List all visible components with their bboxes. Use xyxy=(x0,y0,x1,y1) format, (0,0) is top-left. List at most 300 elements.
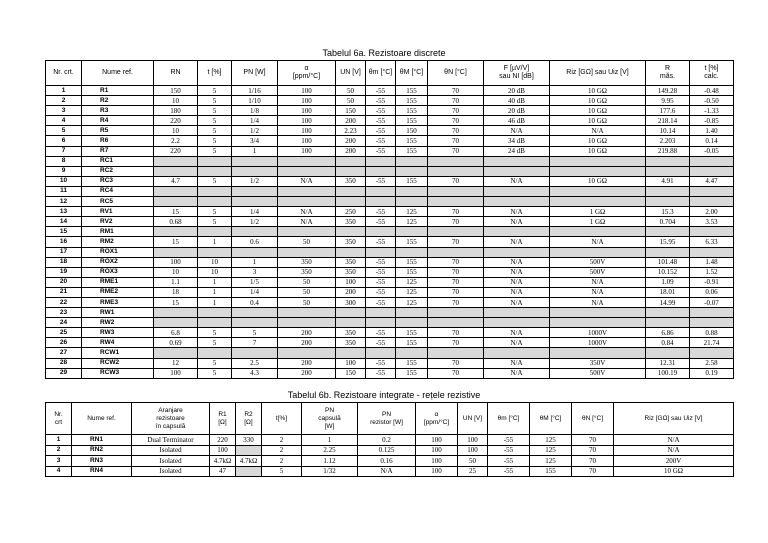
table-6a-row xyxy=(46,277,734,287)
reference-name: RM1 xyxy=(82,227,154,237)
table-6a-row xyxy=(46,237,734,247)
table-cell xyxy=(336,227,366,237)
table-cell: 5 xyxy=(198,368,232,378)
table-cell xyxy=(232,227,278,237)
table-cell: 100 xyxy=(458,435,488,446)
reference-name: RCW1 xyxy=(82,348,154,358)
table-cell: N/A xyxy=(484,207,550,217)
row-number: 1 xyxy=(46,435,72,446)
table-cell xyxy=(336,156,366,166)
table-cell xyxy=(278,308,336,318)
table-cell: 10 xyxy=(154,267,198,277)
table-cell: 1/16 xyxy=(232,86,278,96)
table-cell: -55 xyxy=(366,267,396,277)
table-cell xyxy=(690,197,734,207)
table-cell: 10 GΩ xyxy=(550,136,646,146)
table-cell: -55 xyxy=(366,297,396,307)
table-cell: 220 xyxy=(154,146,198,156)
table-cell xyxy=(278,197,336,207)
table-cell: -55 xyxy=(366,106,396,116)
table-cell: 125 xyxy=(530,445,572,456)
table-6a-row xyxy=(46,257,734,267)
table-cell: N/A xyxy=(614,445,734,456)
table-cell: 0.84 xyxy=(646,338,690,348)
table-cell: 1/8 xyxy=(232,106,278,116)
table-cell xyxy=(154,247,198,257)
table-cell: -55 xyxy=(366,257,396,267)
table-cell: N/A xyxy=(484,328,550,338)
reference-name: RN3 xyxy=(72,456,132,467)
table-cell: N/A xyxy=(484,237,550,247)
table-cell: 1/32 xyxy=(302,466,358,477)
table-cell: 1 xyxy=(302,435,358,446)
table-cell: 10 GΩ xyxy=(614,466,734,477)
table-cell: 350 xyxy=(336,257,366,267)
table-cell: 155 xyxy=(396,267,428,277)
table-cell: 50 xyxy=(336,96,366,106)
table-cell: 155 xyxy=(396,96,428,106)
table-6a-row xyxy=(46,267,734,277)
table-cell: N/A xyxy=(550,237,646,247)
table-6b-header-cell: Aranjare rezistoare în capsulă xyxy=(132,403,210,435)
table-cell: 5 xyxy=(198,358,232,368)
table-cell: 1.52 xyxy=(690,267,734,277)
table-cell xyxy=(484,156,550,166)
table-cell xyxy=(154,318,198,328)
row-number: 11 xyxy=(46,186,82,196)
table-cell: 0.14 xyxy=(690,136,734,146)
reference-name: RV2 xyxy=(82,217,154,227)
table-cell: -55 xyxy=(366,287,396,297)
table-cell xyxy=(366,247,396,257)
table-cell xyxy=(550,166,646,176)
row-number: 24 xyxy=(46,318,82,328)
table-cell: 5 xyxy=(198,146,232,156)
table-cell: 70 xyxy=(572,435,614,446)
table-cell xyxy=(154,156,198,166)
table-cell: 1 GΩ xyxy=(550,217,646,227)
table-cell xyxy=(690,166,734,176)
reference-name: R5 xyxy=(82,126,154,136)
row-number: 21 xyxy=(46,287,82,297)
table-6b-caption: Tabelul 6b. Rezistoare integrate - rețele rezistive xyxy=(287,390,481,400)
table-cell: 100.19 xyxy=(646,368,690,378)
table-cell xyxy=(646,318,690,328)
table-cell: 155 xyxy=(396,338,428,348)
table-cell xyxy=(198,348,232,358)
table-cell: 350V xyxy=(550,358,646,368)
table-cell: 155 xyxy=(396,176,428,186)
reference-name: RW3 xyxy=(82,328,154,338)
table-cell: 149.28 xyxy=(646,86,690,96)
table-cell xyxy=(232,348,278,358)
table-cell: 0.16 xyxy=(358,456,416,467)
table-6a-row xyxy=(46,247,734,257)
reference-name: RV1 xyxy=(82,207,154,217)
table-cell: 155 xyxy=(396,368,428,378)
table-cell xyxy=(550,348,646,358)
table-cell: 70 xyxy=(428,338,484,348)
table-cell: 34 dB xyxy=(484,136,550,146)
table-cell: 125 xyxy=(396,277,428,287)
table-cell: 0.68 xyxy=(154,217,198,227)
table-cell: 155 xyxy=(530,466,572,477)
table-6b-row xyxy=(46,456,734,467)
table-cell xyxy=(278,156,336,166)
reference-name: RW2 xyxy=(82,318,154,328)
table-6a-row xyxy=(46,176,734,186)
table-cell: N/A xyxy=(358,466,416,477)
table-cell: 100 xyxy=(416,435,458,446)
table-cell xyxy=(366,227,396,237)
table-cell xyxy=(336,197,366,207)
table-cell: 150 xyxy=(396,126,428,136)
row-number: 8 xyxy=(46,156,82,166)
table-cell: 0.4 xyxy=(232,297,278,307)
table-cell: 125 xyxy=(396,207,428,217)
table-cell: 5 xyxy=(198,207,232,217)
table-cell xyxy=(690,186,734,196)
table-cell xyxy=(646,348,690,358)
table-cell: 0.69 xyxy=(154,338,198,348)
table-cell: 1 GΩ xyxy=(550,207,646,217)
table-cell: -55 xyxy=(366,116,396,126)
reference-name: R7 xyxy=(82,146,154,156)
table-cell: 40 dB xyxy=(484,96,550,106)
row-number: 27 xyxy=(46,348,82,358)
row-number: 3 xyxy=(46,106,82,116)
row-number: 2 xyxy=(46,445,72,456)
table-cell: 1 xyxy=(232,146,278,156)
table-cell: 2.25 xyxy=(302,445,358,456)
table-cell: 350 xyxy=(336,338,366,348)
table-cell: 100 xyxy=(278,116,336,126)
table-cell: 70 xyxy=(428,86,484,96)
table-cell: 1/10 xyxy=(232,96,278,106)
table-cell: 9.95 xyxy=(646,96,690,106)
table-cell xyxy=(690,318,734,328)
row-number: 4 xyxy=(46,116,82,126)
table-cell xyxy=(396,186,428,196)
table-6b-header-cell: θN [°C] xyxy=(572,403,614,435)
table-6a-row xyxy=(46,217,734,227)
table-cell xyxy=(646,227,690,237)
table-cell xyxy=(550,227,646,237)
table-cell: 15.3 xyxy=(646,207,690,217)
table-cell: 70 xyxy=(428,267,484,277)
table-cell xyxy=(336,348,366,358)
table-6b-header-cell: θM [°C] xyxy=(530,403,572,435)
table-cell: N/A xyxy=(484,297,550,307)
table-cell: 100 xyxy=(416,445,458,456)
table-cell xyxy=(366,348,396,358)
table-6a-row xyxy=(46,207,734,217)
table-cell xyxy=(550,318,646,328)
table-cell: 200V xyxy=(614,456,734,467)
table-6a-discrete-resistors xyxy=(45,60,734,379)
table-cell xyxy=(236,445,262,456)
table-cell xyxy=(366,197,396,207)
table-6a-row xyxy=(46,166,734,176)
table-cell: 218.14 xyxy=(646,116,690,126)
table-cell xyxy=(690,348,734,358)
table-6a-header-cell: t [%] calc. xyxy=(690,61,734,86)
table-cell xyxy=(484,197,550,207)
table-cell: -55 xyxy=(366,368,396,378)
table-cell: 1 xyxy=(198,237,232,247)
table-cell: 1 xyxy=(232,257,278,267)
table-cell: 70 xyxy=(428,257,484,267)
table-cell: 155 xyxy=(396,86,428,96)
table-cell: 10 GΩ xyxy=(550,106,646,116)
table-cell: 10 GΩ xyxy=(550,176,646,186)
table-cell: 10 xyxy=(154,126,198,136)
table-cell: 1/4 xyxy=(232,116,278,126)
table-cell: 500V xyxy=(550,257,646,267)
table-cell xyxy=(198,227,232,237)
row-number: 25 xyxy=(46,328,82,338)
table-cell: 4.7kΩ xyxy=(210,456,236,467)
table-cell: 125 xyxy=(530,456,572,467)
table-cell xyxy=(396,348,428,358)
table-cell: 2.58 xyxy=(690,358,734,368)
table-6a-row xyxy=(46,318,734,328)
table-6a-header-cell: PN [W] xyxy=(232,61,278,86)
table-cell xyxy=(646,308,690,318)
table-6b-row xyxy=(46,435,734,446)
table-cell: 350 xyxy=(336,267,366,277)
table-cell: N/A xyxy=(614,435,734,446)
table-cell xyxy=(236,466,262,477)
table-cell: 3/4 xyxy=(232,136,278,146)
table-cell: -55 xyxy=(488,445,530,456)
table-cell xyxy=(550,197,646,207)
table-cell: 15.95 xyxy=(646,237,690,247)
table-cell: N/A xyxy=(484,126,550,136)
table-6b-header-cell: Nume ref. xyxy=(72,403,132,435)
table-cell xyxy=(484,348,550,358)
row-number: 6 xyxy=(46,136,82,146)
table-6a-row xyxy=(46,197,734,207)
table-cell xyxy=(366,318,396,328)
reference-name: RCW2 xyxy=(82,358,154,368)
table-cell xyxy=(428,348,484,358)
table-cell: 2.203 xyxy=(646,136,690,146)
row-number: 3 xyxy=(46,456,72,467)
row-number: 13 xyxy=(46,207,82,217)
table-cell: 20 dB xyxy=(484,106,550,116)
table-6a-row xyxy=(46,136,734,146)
table-cell xyxy=(396,308,428,318)
table-cell: 100 xyxy=(416,456,458,467)
table-cell xyxy=(646,156,690,166)
table-cell: 2.23 xyxy=(336,126,366,136)
table-cell xyxy=(336,186,366,196)
table-cell: 70 xyxy=(428,217,484,227)
table-cell xyxy=(278,318,336,328)
table-cell: 25 xyxy=(458,466,488,477)
table-cell: N/A xyxy=(278,207,336,217)
table-cell xyxy=(550,247,646,257)
table-cell: 180 xyxy=(154,106,198,116)
table-cell: 5 xyxy=(198,328,232,338)
table-cell: 70 xyxy=(428,106,484,116)
table-cell: 10 xyxy=(154,96,198,106)
table-cell xyxy=(690,308,734,318)
table-cell: N/A xyxy=(550,277,646,287)
table-cell: N/A xyxy=(484,257,550,267)
reference-name: RW1 xyxy=(82,308,154,318)
table-cell xyxy=(484,227,550,237)
table-6a-header-row xyxy=(46,61,734,86)
table-cell: 1.09 xyxy=(646,277,690,287)
table-cell xyxy=(396,318,428,328)
table-6b-header-cell: θm [°C] xyxy=(488,403,530,435)
table-cell xyxy=(646,166,690,176)
reference-name: RC1 xyxy=(82,156,154,166)
row-number: 5 xyxy=(46,126,82,136)
table-6a-row xyxy=(46,358,734,368)
table-6b-header-cell: UN [V] xyxy=(458,403,488,435)
table-cell xyxy=(428,318,484,328)
table-cell: -55 xyxy=(366,328,396,338)
table-cell: 1/2 xyxy=(232,126,278,136)
row-number: 17 xyxy=(46,247,82,257)
table-cell xyxy=(232,197,278,207)
table-6a-header-cell: Riz [GΩ] sau Uiz [V] xyxy=(550,61,646,86)
table-cell: -55 xyxy=(488,466,530,477)
table-cell: 100 xyxy=(336,277,366,287)
table-cell: 4.91 xyxy=(646,176,690,186)
table-cell: 70 xyxy=(572,466,614,477)
table-6a-header-cell: θM [°C] xyxy=(396,61,428,86)
table-cell: 4.7 xyxy=(154,176,198,186)
reference-name: R3 xyxy=(82,106,154,116)
row-number: 2 xyxy=(46,96,82,106)
table-cell xyxy=(198,166,232,176)
reference-name: RN1 xyxy=(72,435,132,446)
table-cell: 350 xyxy=(336,217,366,227)
table-cell: -55 xyxy=(366,207,396,217)
table-cell: N/A xyxy=(484,176,550,186)
table-cell: 46 dB xyxy=(484,116,550,126)
table-cell: 100 xyxy=(336,358,366,368)
table-6b-header-cell: R1 [Ω] xyxy=(210,403,236,435)
table-cell xyxy=(198,247,232,257)
table-cell: N/A xyxy=(484,338,550,348)
table-cell xyxy=(154,308,198,318)
table-cell: 350 xyxy=(278,267,336,277)
table-cell: 1 xyxy=(198,277,232,287)
table-6a-row xyxy=(46,328,734,338)
table-cell: 1.40 xyxy=(690,126,734,136)
table-6b-header-cell: PN rezistor [W] xyxy=(358,403,416,435)
table-cell: 350 xyxy=(278,257,336,267)
table-cell: 100 xyxy=(278,96,336,106)
table-6b-integrated-resistors xyxy=(45,402,734,477)
table-cell xyxy=(232,247,278,257)
table-cell: Dual Terminator xyxy=(132,435,210,446)
table-cell: 350 xyxy=(336,237,366,247)
table-cell xyxy=(278,186,336,196)
table-6a-row xyxy=(46,106,734,116)
table-cell: 70 xyxy=(428,136,484,146)
table-cell: 1/2 xyxy=(232,176,278,186)
table-cell: 125 xyxy=(396,297,428,307)
table-cell: 200 xyxy=(278,368,336,378)
table-cell: N/A xyxy=(278,176,336,186)
table-6a-row xyxy=(46,297,734,307)
table-cell: 2 xyxy=(262,445,302,456)
table-cell: 1.1 xyxy=(154,277,198,287)
table-cell: 24 dB xyxy=(484,146,550,156)
table-cell xyxy=(366,308,396,318)
table-cell: 155 xyxy=(396,136,428,146)
table-6b-row xyxy=(46,445,734,456)
row-number: 26 xyxy=(46,338,82,348)
table-cell: 0.2 xyxy=(358,435,416,446)
table-cell: 155 xyxy=(396,237,428,247)
table-cell: 125 xyxy=(530,435,572,446)
table-6a-row xyxy=(46,146,734,156)
table-cell: 100 xyxy=(278,146,336,156)
table-cell: N/A xyxy=(550,287,646,297)
table-cell xyxy=(232,186,278,196)
table-cell: 200 xyxy=(278,338,336,348)
table-cell xyxy=(646,247,690,257)
table-cell xyxy=(336,247,366,257)
table-cell: 1 xyxy=(198,297,232,307)
table-cell: 3.53 xyxy=(690,217,734,227)
table-cell: 1/5 xyxy=(232,277,278,287)
table-cell: 5 xyxy=(198,126,232,136)
table-cell: 155 xyxy=(396,257,428,267)
table-cell: 100 xyxy=(278,106,336,116)
table-cell: 1/4 xyxy=(232,207,278,217)
table-cell: -55 xyxy=(366,217,396,227)
table-cell: 70 xyxy=(428,126,484,136)
table-cell: 200 xyxy=(278,358,336,368)
table-cell: 50 xyxy=(278,297,336,307)
table-cell: 4.47 xyxy=(690,176,734,186)
row-number: 29 xyxy=(46,368,82,378)
table-cell: 155 xyxy=(396,116,428,126)
table-cell: 1 xyxy=(198,287,232,297)
table-cell: 70 xyxy=(428,297,484,307)
table-cell: 50 xyxy=(278,277,336,287)
table-cell xyxy=(154,166,198,176)
table-cell: 15 xyxy=(154,237,198,247)
table-cell: 50 xyxy=(278,287,336,297)
table-cell: 150 xyxy=(154,86,198,96)
table-cell: N/A xyxy=(550,126,646,136)
table-cell xyxy=(646,186,690,196)
table-cell: 3 xyxy=(232,267,278,277)
table-cell: 0.704 xyxy=(646,217,690,227)
table-cell xyxy=(396,227,428,237)
table-6a-row xyxy=(46,368,734,378)
table-cell: 100 xyxy=(154,368,198,378)
table-cell: -1.33 xyxy=(690,106,734,116)
table-cell xyxy=(366,166,396,176)
table-6a-header-cell: R măs. xyxy=(646,61,690,86)
table-cell: N/A xyxy=(484,267,550,277)
table-cell: 500V xyxy=(550,368,646,378)
table-cell: 1000V xyxy=(550,328,646,338)
table-cell: -55 xyxy=(366,136,396,146)
reference-name: RCW3 xyxy=(82,368,154,378)
table-cell xyxy=(484,186,550,196)
